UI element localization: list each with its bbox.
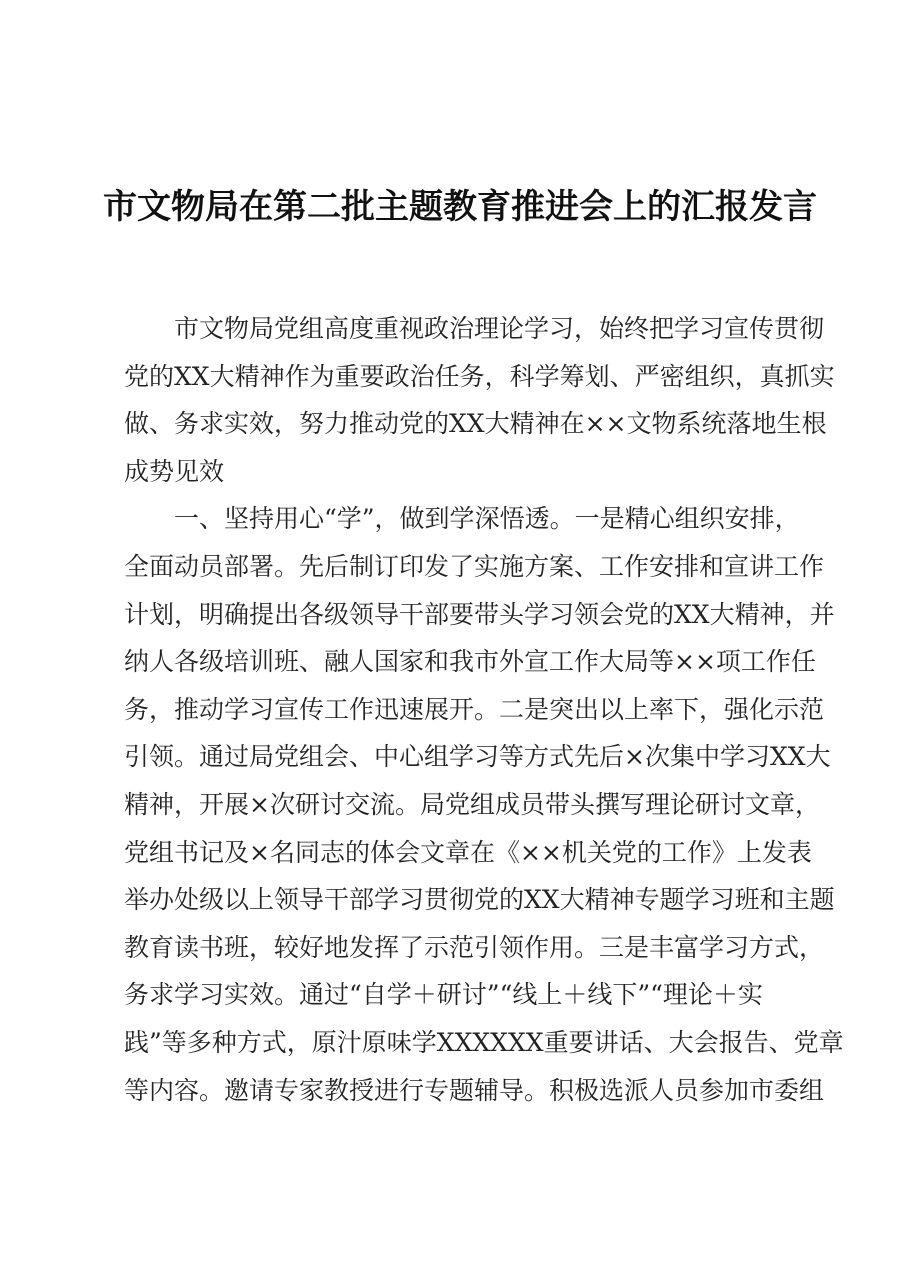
text-line: 教育读书班，较好地发挥了示范引领作用。三是丰富学习方式， <box>124 932 825 962</box>
text-line: 举办处级以上领导干部学习贯彻党的XX大精神专题学习班和主题 <box>124 885 835 915</box>
paragraph-intro <box>124 305 835 495</box>
text-line: 精神，开展×次研讨交流。局党组成员带头撰写理论研讨文章， <box>124 789 820 819</box>
text-line: 计划，明确提出各级领导干部要带头学习领会党的XX大精神，并 <box>124 599 835 629</box>
text-line: 一、坚持用心“学”，做到学深悟透。一是精心组织安排， <box>174 504 800 534</box>
text-line: 全面动员部署。先后制订印发了实施方案、工作安排和宣讲工作 <box>124 551 825 581</box>
text-line: 纳人各级培训班、融人国家和我市外宣工作大局等××项工作任 <box>124 647 816 677</box>
text-line: 做、务求实效，努力推动党的XX大精神在××文物系统落地生根 <box>124 409 827 439</box>
text-line: 等内容。邀请专家教授进行专题辅导。积极选派人员参加市委组 <box>124 1075 825 1105</box>
text-line: 市文物局党组高度重视政治理论学习，始终把学习宣传贯彻 <box>174 314 825 343</box>
text-line: 成势见效 <box>124 456 225 486</box>
text-line: 党的XX大精神作为重要政治任务，科学筹划、严密组织，真抓实 <box>124 361 835 391</box>
text-line: 引领。通过局党组会、中心组学习等方式先后×次集中学习XX大 <box>124 742 831 772</box>
text-line: 党组书记及×名同志的体会文章在《××机关党的工作》上发表 <box>124 837 812 867</box>
text-line: 践”等多种方式，原汁原味学XXXXXX重要讲话、大会报告、党章 <box>124 1027 844 1057</box>
paragraph-section-one <box>124 495 844 1114</box>
document-title: 市文物局在第二批主题教育推进会上的汇报发言 <box>103 187 817 227</box>
text-line: 务，推动学习宣传工作迅速展开。二是突出以上率下，强化示范 <box>124 694 825 724</box>
text-line: 务求学习实效。通过“自学＋研讨”“线上＋线下”“理论＋实 <box>124 980 763 1010</box>
document-body <box>124 305 844 1114</box>
